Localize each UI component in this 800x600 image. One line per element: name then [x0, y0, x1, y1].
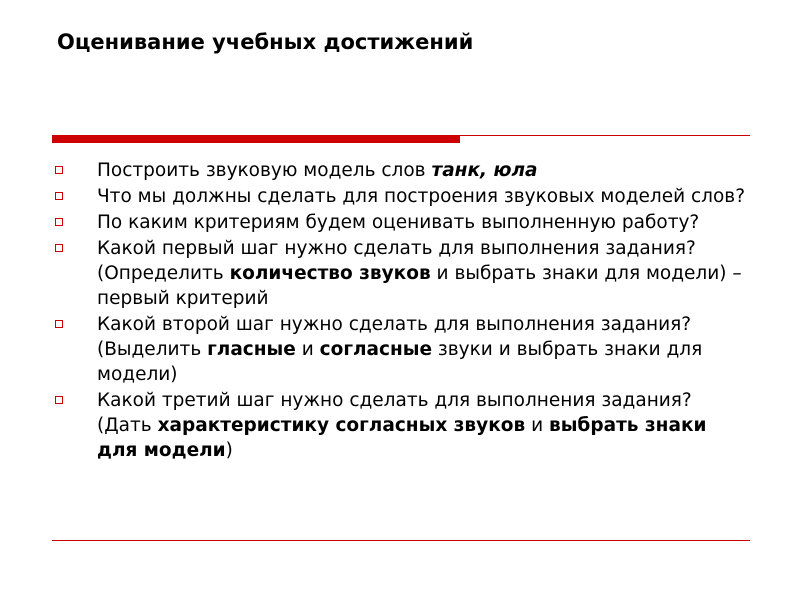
square-bullet-icon [55, 166, 63, 174]
bullet-text: Что мы должны сделать для построения звуковых моделей слов? [97, 186, 746, 207]
bullet-item-2 [52, 184, 752, 209]
bullet-item-3 [52, 210, 752, 235]
bullet-emphasis-words: танк, юла [431, 160, 538, 181]
square-bullet-icon [55, 244, 63, 252]
bullet-item-5 [52, 312, 752, 387]
bullet-bold-term: гласные [207, 339, 296, 360]
bottom-divider-line [52, 540, 750, 541]
bullet-text: и [525, 415, 549, 436]
bullet-text: По каким критериям будем оценивать выполненную работу? [97, 212, 700, 233]
bullet-text: ) [225, 440, 233, 461]
bullet-item-1 [52, 158, 752, 183]
bullet-text: и выбрать знаки для модели) – первый критерий [97, 263, 742, 309]
bullet-bold-term: выбрать знаки для модели [97, 415, 707, 461]
bullet-bold-term: согласные [319, 339, 433, 360]
top-accent-bar [52, 136, 460, 143]
bullet-text: Какой первый шаг нужно сделать для выполнения задания? (Определить [97, 238, 696, 284]
bullet-bold-term: количество звуков [229, 263, 431, 284]
bullet-bold-term: характеристику согласных звуков [157, 415, 526, 436]
bullet-list [52, 158, 752, 464]
square-bullet-icon [55, 218, 63, 226]
bullet-text: Какой второй шаг нужно сделать для выполнения задания? (Выделить [97, 314, 692, 360]
square-bullet-icon [55, 396, 63, 404]
bullet-text: и [295, 339, 320, 360]
slide-title: Оценивание учебных достижений [57, 30, 474, 54]
square-bullet-icon [55, 320, 63, 328]
square-bullet-icon [55, 192, 63, 200]
bullet-text: Какой третий шаг нужно сделать для выполнения задания? (Дать [97, 390, 692, 436]
bullet-item-4 [52, 236, 752, 311]
bullet-text: звуки и выбрать знаки для модели) [97, 339, 703, 385]
bullet-item-6 [52, 388, 752, 463]
bullet-text: Построить звуковую модель слов [97, 160, 432, 181]
